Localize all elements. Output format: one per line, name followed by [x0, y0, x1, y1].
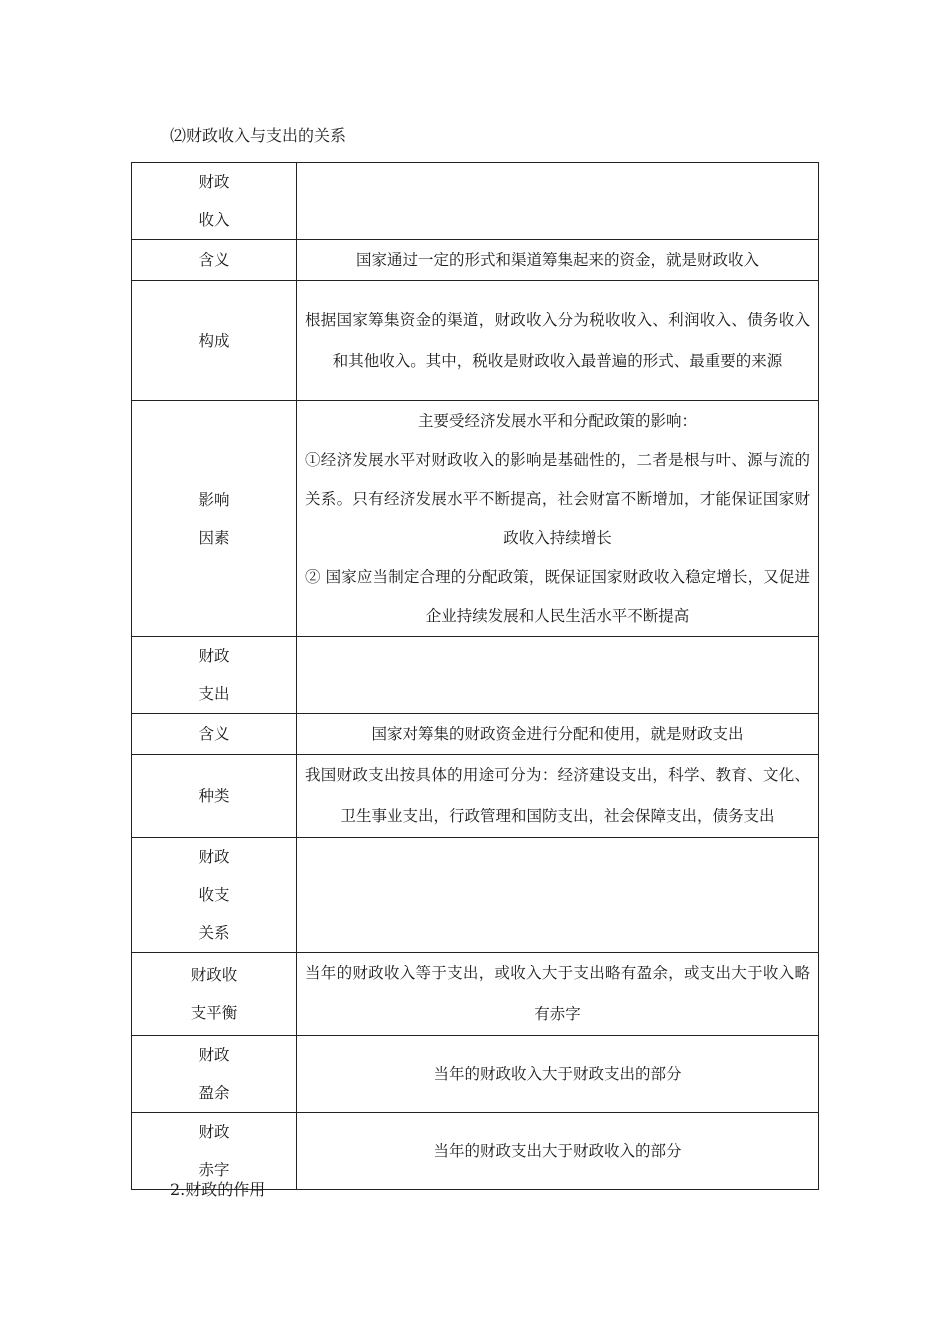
row-label-categories: 种类: [132, 755, 297, 838]
row-label-fiscal-deficit: 财政 赤字: [132, 1113, 297, 1190]
row-label-income-meaning: 含义: [132, 240, 297, 281]
table-row: [132, 1036, 819, 1113]
row-label-influencing-factors: 影响 因素: [132, 401, 297, 637]
table-row: [132, 637, 819, 714]
row-content-fiscal-income: [297, 163, 819, 240]
factors-point-1: ①经济发展水平对财政收入的影响是基础性的，二者是根与叶、源与流的关系。只有经济发展水平不断提高，社会财富不断增加，才能保证国家财政收入持续增长: [305, 450, 810, 547]
table-row: [132, 401, 819, 637]
row-content-fiscal-balance: 当年的财政收入等于支出，或收入大于支出略有盈余，或支出大于收入略有赤字: [297, 953, 819, 1036]
row-label-composition: 构成: [132, 281, 297, 401]
row-label-fiscal-expenditure: 财政 支出: [132, 637, 297, 714]
row-content-fiscal-expenditure: [297, 637, 819, 714]
row-label-fiscal-balance: 财政收 支平衡: [132, 953, 297, 1036]
row-content-expenditure-meaning: 国家对筹集的财政资金进行分配和使用，就是财政支出: [297, 714, 819, 755]
row-content-composition: 根据国家筹集资金的渠道，财政收入分为税收收入、利润收入、债务收入和其他收入。其中，税收是财政收入最普遍的形式、最重要的来源: [297, 281, 819, 401]
table-row: [132, 240, 819, 281]
table-row: [132, 838, 819, 953]
section-heading-fiscal-role: 2.财政的作用: [170, 1180, 266, 1199]
row-content-fiscal-deficit: 当年的财政支出大于财政收入的部分: [297, 1113, 819, 1190]
row-content-influencing-factors: [297, 401, 819, 637]
table-row: [132, 163, 819, 240]
row-content-fiscal-surplus: 当年的财政收入大于财政支出的部分: [297, 1036, 819, 1113]
row-label-fiscal-income: 财政 收入: [132, 163, 297, 240]
row-content-categories: 我国财政支出按具体的用途可分为：经济建设支出，科学、教育、文化、卫生事业支出，行政管理和国防支出，社会保障支出，债务支出: [297, 755, 819, 838]
row-label-balance-relation: 财政 收支 关系: [132, 838, 297, 953]
factors-intro: 主要受经济发展水平和分配政策的影响：: [417, 411, 697, 430]
row-label-fiscal-surplus: 财政 盈余: [132, 1036, 297, 1113]
factors-point-2: ② 国家应当制定合理的分配政策，既保证国家财政收入稳定增长，又促进企业持续发展和人民生活水平不断提高: [305, 567, 810, 625]
finance-income-expenditure-table: [131, 162, 819, 1190]
row-content-income-meaning: 国家通过一定的形式和渠道筹集起来的资金，就是财政收入: [297, 240, 819, 281]
table-row: [132, 755, 819, 838]
row-label-expenditure-meaning: 含义: [132, 714, 297, 755]
table-row: [132, 953, 819, 1036]
section-heading: ⑵财政收入与支出的关系: [170, 126, 347, 145]
table-row: [132, 714, 819, 755]
row-content-balance-relation: [297, 838, 819, 953]
table-row: [132, 281, 819, 401]
